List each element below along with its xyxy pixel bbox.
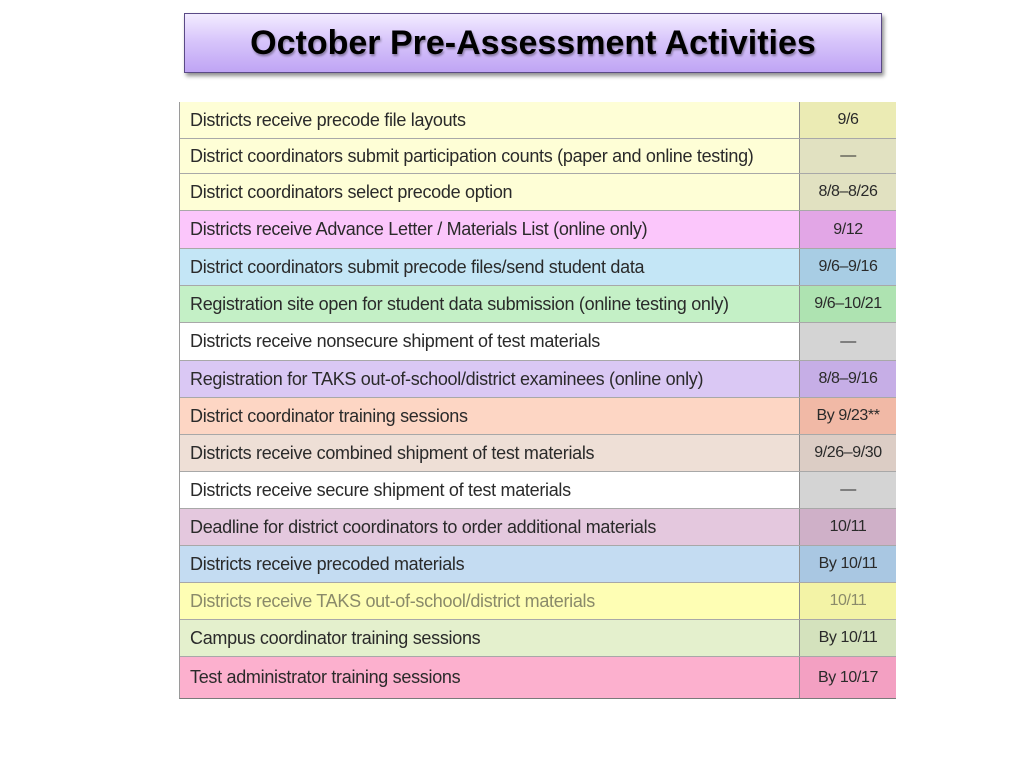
activity-cell: District coordinators submit precode files/send student data bbox=[180, 249, 799, 285]
table-row bbox=[180, 545, 896, 582]
date-cell: 9/12 bbox=[799, 211, 896, 248]
date-cell: 8/8–8/26 bbox=[799, 174, 896, 210]
activity-cell: Districts receive TAKS out-of-school/district materials bbox=[180, 583, 799, 619]
date-cell: By 10/11 bbox=[799, 546, 896, 582]
activity-cell: Districts receive nonsecure shipment of test materials bbox=[180, 323, 799, 360]
table-row bbox=[180, 582, 896, 619]
activity-cell: Registration site open for student data submission (online testing only) bbox=[180, 286, 799, 322]
date-cell: By 10/17 bbox=[799, 657, 896, 698]
activity-cell: Districts receive secure shipment of test materials bbox=[180, 472, 799, 508]
table-row bbox=[180, 619, 896, 656]
activity-cell: District coordinators submit participation counts (paper and online testing) bbox=[180, 139, 799, 173]
date-cell: By 9/23** bbox=[799, 398, 896, 434]
table-row bbox=[180, 360, 896, 397]
activity-cell: District coordinator training sessions bbox=[180, 398, 799, 434]
activity-cell: Districts receive precoded materials bbox=[180, 546, 799, 582]
date-cell: 9/6 bbox=[799, 102, 896, 138]
activity-cell: Districts receive combined shipment of test materials bbox=[180, 435, 799, 471]
date-cell: — bbox=[799, 139, 896, 173]
table-row bbox=[180, 397, 896, 434]
activity-cell: Test administrator training sessions bbox=[180, 657, 799, 698]
date-cell: 10/11 bbox=[799, 509, 896, 545]
table-row bbox=[180, 248, 896, 285]
title-box bbox=[184, 13, 882, 73]
table-row bbox=[180, 322, 896, 360]
date-cell: 9/6–9/16 bbox=[799, 249, 896, 285]
activity-cell: Deadline for district coordinators to order additional materials bbox=[180, 509, 799, 545]
table-row bbox=[180, 138, 896, 173]
table-row bbox=[180, 285, 896, 322]
date-cell: — bbox=[799, 323, 896, 360]
activity-cell: Campus coordinator training sessions bbox=[180, 620, 799, 656]
date-cell: 9/26–9/30 bbox=[799, 435, 896, 471]
table-row bbox=[180, 471, 896, 508]
date-cell: — bbox=[799, 472, 896, 508]
slide-title: October Pre-Assessment Activities bbox=[250, 23, 816, 62]
table-row bbox=[180, 434, 896, 471]
table-row bbox=[180, 173, 896, 210]
date-cell: 9/6–10/21 bbox=[799, 286, 896, 322]
schedule-table bbox=[179, 102, 896, 699]
date-cell: 8/8–9/16 bbox=[799, 361, 896, 397]
activity-cell: Registration for TAKS out-of-school/district examinees (online only) bbox=[180, 361, 799, 397]
activity-cell: District coordinators select precode option bbox=[180, 174, 799, 210]
table-row bbox=[180, 210, 896, 248]
date-cell: By 10/11 bbox=[799, 620, 896, 656]
table-row bbox=[180, 102, 896, 138]
date-cell: 10/11 bbox=[799, 583, 896, 619]
table-row bbox=[180, 508, 896, 545]
activity-cell: Districts receive precode file layouts bbox=[180, 102, 799, 138]
activity-cell: Districts receive Advance Letter / Materials List (online only) bbox=[180, 211, 799, 248]
table-row bbox=[180, 656, 896, 698]
